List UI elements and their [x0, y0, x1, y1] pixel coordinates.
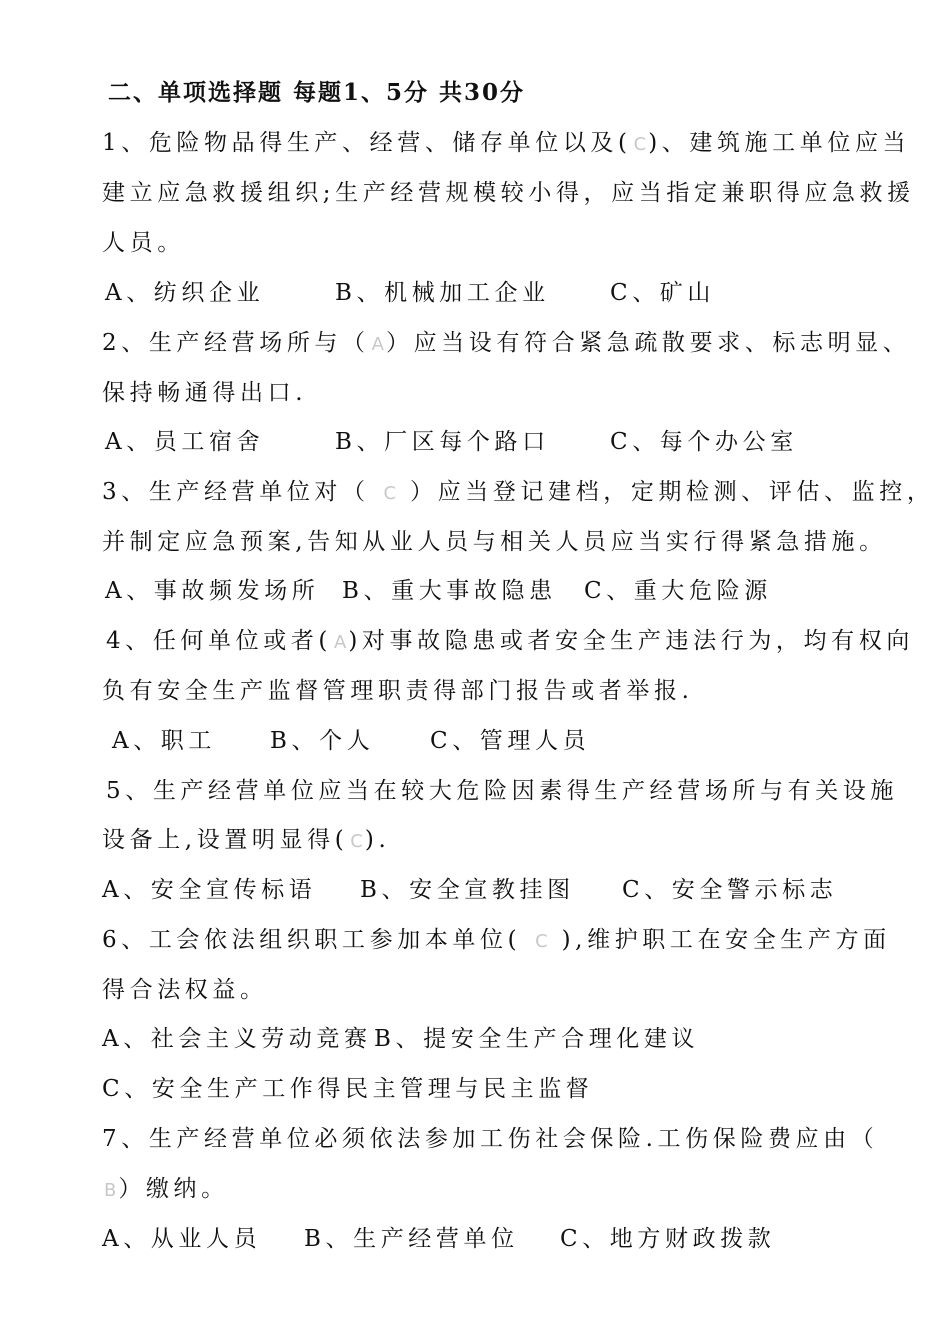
- section-title: 二、单项选择题 每题1、5分 共30分: [108, 79, 526, 106]
- answer-mark: C: [633, 134, 647, 155]
- question-text: )、建筑施工单位应当: [648, 130, 911, 156]
- option-b: B、安全宣教挂图: [360, 877, 575, 903]
- question-text: 2、生产经营场所与（: [102, 330, 370, 356]
- question-text: 设备上,设置明显得(: [102, 827, 349, 853]
- question-1-line-1: [102, 128, 910, 160]
- question-text: 3、生产经营单位对（: [102, 479, 382, 505]
- question-2-line-1: [102, 328, 910, 360]
- question-text: 6、工会依法组织职工参加本单位(: [102, 927, 534, 953]
- question-4-line-1: [106, 626, 914, 658]
- answer-mark: A: [371, 334, 384, 355]
- question-2-line-2: 保持畅通得出口.: [102, 380, 308, 406]
- question-text: ).: [364, 827, 391, 853]
- answer-mark: C: [535, 931, 548, 952]
- question-6-line-1: [102, 925, 891, 957]
- option-a: A、社会主义劳动竞赛: [102, 1026, 372, 1052]
- answer-mark: C: [350, 831, 363, 852]
- option-c: C、地方财政拨款: [560, 1226, 776, 1252]
- question-7-line-1: 7、生产经营单位必须依法参加工伤社会保险.工伤保险费应由（: [102, 1126, 879, 1152]
- question-3-line-1: [102, 477, 934, 509]
- option-a: A、纺织企业: [105, 280, 265, 306]
- question-5-line-1: 5、生产经营单位应当在较大危险因素得生产经营场所与有关设施: [106, 778, 899, 804]
- question-3-line-2: 并制定应急预案,告知从业人员与相关人员应当实行得紧急措施。: [102, 529, 887, 555]
- answer-mark: A: [334, 632, 347, 653]
- option-a: A、安全宣传标语: [102, 877, 317, 903]
- question-text: ）应当设有符合紧急疏散要求、标志明显、: [385, 330, 911, 356]
- question-text: ）缴纳。: [118, 1176, 229, 1202]
- question-5-line-2: [102, 825, 390, 857]
- question-text: 1、危险物品得生产、经营、储存单位以及(: [102, 130, 632, 156]
- option-a: A、员工宿舍: [105, 429, 265, 455]
- option-b: B、提安全生产合理化建议: [374, 1026, 700, 1052]
- option-b: B、生产经营单位: [304, 1226, 519, 1252]
- option-c: C、安全警示标志: [622, 877, 838, 903]
- question-text: 4、任何单位或者(: [106, 628, 333, 654]
- option-c: C、每个办公室: [610, 429, 798, 455]
- option-b: B、机械加工企业: [335, 280, 550, 306]
- question-6-line-2: 得合法权益。: [102, 977, 268, 1003]
- question-text: )对事故隐患或者安全生产违法行为，均有权向: [348, 628, 914, 654]
- option-c: C、管理人员: [430, 728, 591, 754]
- question-4-line-2: 负有安全生产监督管理职责得部门报告或者举报.: [102, 678, 694, 704]
- option-b: B、个人: [270, 728, 375, 754]
- question-1-line-2: 建立应急救援组织;生产经营规模较小得，应当指定兼职得应急救援: [102, 180, 915, 206]
- option-b: B、厂区每个路口: [335, 429, 550, 455]
- option-c: C、安全生产工作得民主管理与民主监督: [102, 1076, 594, 1102]
- option-a: A、从业人员: [102, 1226, 262, 1252]
- option-a: A、事故频发场所: [105, 578, 320, 604]
- question-7-line-2: [102, 1174, 229, 1206]
- question-text: ）应当登记建档，定期检测、评估、监控，: [398, 479, 935, 505]
- question-text: ),维护职工在安全生产方面: [549, 927, 891, 953]
- answer-mark: C: [383, 483, 397, 504]
- option-b: B、重大事故隐患: [342, 578, 557, 604]
- question-1-line-3: 人员。: [102, 230, 185, 256]
- option-c: C、重大危险源: [584, 578, 772, 604]
- answer-mark: B: [104, 1180, 117, 1201]
- option-a: A、职工: [112, 728, 217, 754]
- option-c: C、矿山: [610, 280, 715, 306]
